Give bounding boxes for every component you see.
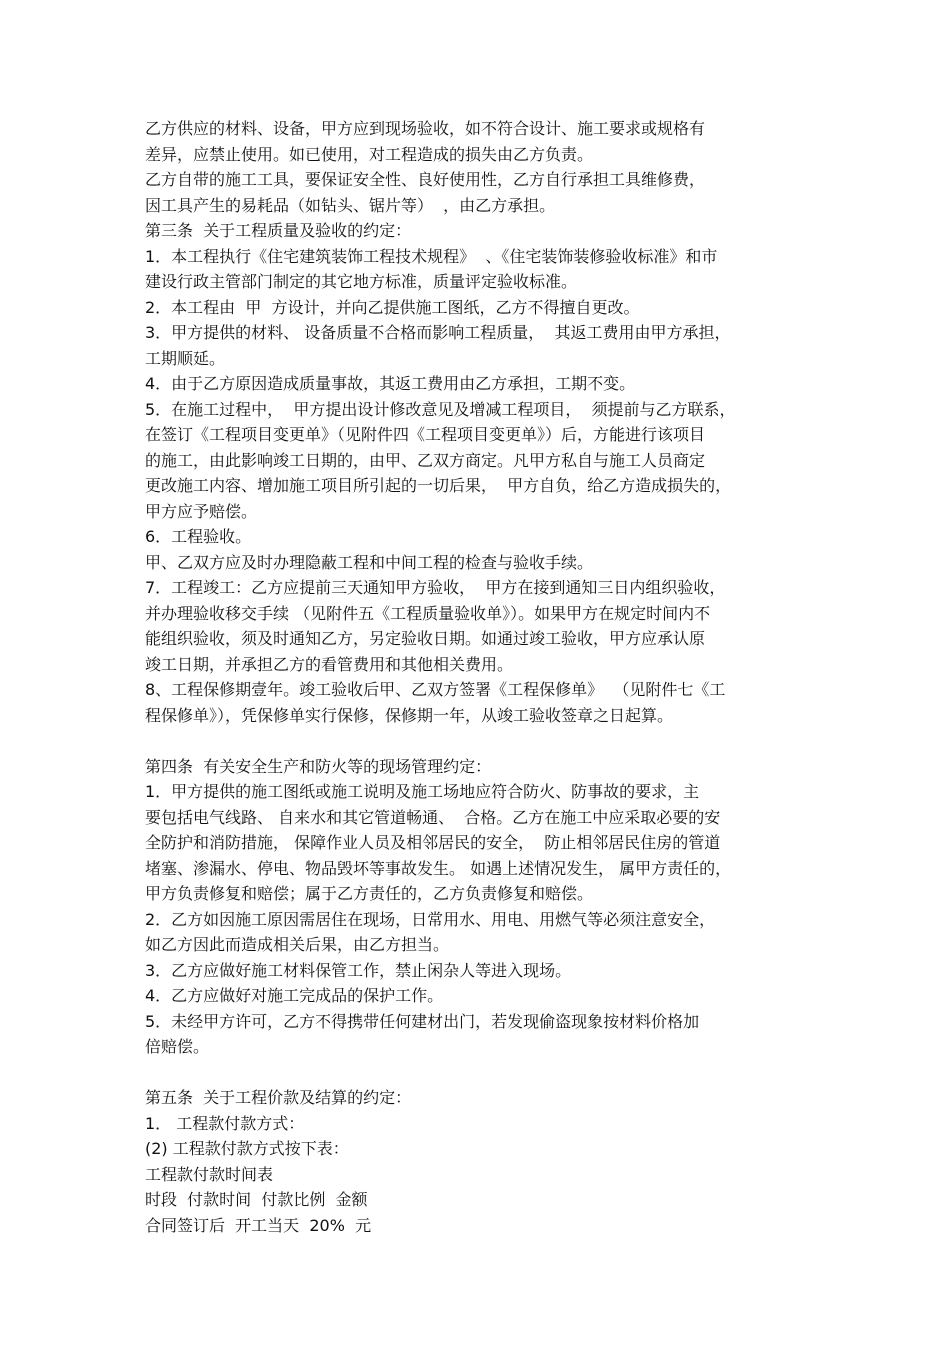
document-page — [145, 116, 815, 1238]
text-line: 倍赔偿。 — [145, 1037, 210, 1056]
text-line: 第四条 有关安全生产和防火等的现场管理约定： — [145, 756, 492, 776]
text-line: 乙方供应的材料、设备，甲方应到现场验收，如不符合设计、施工要求或规格有 — [145, 119, 706, 138]
text-line: 程保修单》），凭保修单实行保修，保修期一年，从竣工验收签章之日起算。 — [145, 705, 674, 725]
text-line: 1．甲方提供的施工图纸或施工说明及施工场地应符合防火、防事故的要求，主 — [145, 782, 700, 801]
text-line: 时段 付款时间 付款比例 金额 — [145, 1190, 368, 1209]
text-line: 2．本工程由 甲 方设计，并向乙提供施工图纸，乙方不得擅自更改。 — [145, 297, 640, 317]
text-line: 8、工程保修期壹年。竣工验收后甲、乙双方签署《工程保修单》 （见附件七《工 — [145, 680, 726, 699]
blank-line — [145, 728, 815, 754]
text-line: 工期顺延。 — [145, 348, 226, 368]
text-line: 6．工程验收。 — [145, 527, 252, 546]
text-line: 乙方自带的施工工具，要保证安全性、良好使用性，乙方自行承担工具维修费， — [145, 170, 706, 189]
text-line: 能组织验收，须及时通知乙方，另定验收日期。如通过竣工验收，甲方应承认原 — [145, 629, 706, 648]
text-line: 竣工日期，并承担乙方的看管费用和其他相关费用。 — [145, 654, 514, 674]
text-line: 合同签订后 开工当天 20% 元 — [145, 1215, 372, 1235]
text-line: 第五条 关于工程价款及结算的约定： — [145, 1088, 412, 1107]
text-line: 4．由于乙方原因造成质量事故，其返工费用由乙方承担，工期不变。 — [145, 374, 636, 393]
text-line: 在签订《工程项目变更单》（见附件四《工程项目变更单》）后，方能进行该项目 — [145, 425, 706, 444]
text-line: 3．乙方应做好施工材料保管工作，禁止闲杂人等进入现场。 — [145, 960, 572, 980]
text-line: 1． 工程款付款方式： — [145, 1113, 305, 1133]
text-line: 如乙方因此而造成相关后果，由乙方担当。 — [145, 935, 450, 954]
text-line: 3．甲方提供的材料、 设备质量不合格而影响工程质量， 其返工费用由甲方承担， — [145, 323, 731, 342]
text-line: 差异，应禁止使用。如已使用，对工程造成的损失由乙方负责。 — [145, 144, 594, 164]
text-line: 要包括电气线路、 自来水和其它管道畅通、 合格。乙方在施工中应采取必要的安 — [145, 807, 721, 827]
text-line: (2) 工程款付款方式按下表： — [145, 1139, 349, 1158]
text-line: 5．在施工过程中， 甲方提出设计修改意见及增减工程项目， 须提前与乙方联系， — [145, 399, 736, 419]
text-line: 更改施工内容、增加施工项目所引起的一切后果， 甲方自负，给乙方造成损失的， — [145, 476, 732, 495]
text-line: 建设行政主管部门制定的其它地方标准，质量评定验收标准。 — [145, 272, 578, 291]
text-line: 甲、乙双方应及时办理隐蔽工程和中间工程的检查与验收手续。 — [145, 552, 594, 572]
text-line: 甲方负责修复和赔偿；属于乙方责任的，乙方负责修复和赔偿。 — [145, 884, 594, 903]
text-line: 7．工程竣工：乙方应提前三天通知甲方验收， 甲方在接到通知三日内组织验收， — [145, 578, 726, 597]
text-line: 因工具产生的易耗品（如钻头、锯片等） ，由乙方承担。 — [145, 195, 556, 215]
text-line: 5．未经甲方许可，乙方不得携带任何建材出门，若发现偷盗现象按材料价格加 — [145, 1011, 700, 1031]
text-line: 堵塞、渗漏水、停电、物品毁坏等事故发生。 如遇上述情况发生， 属甲方责任的， — [145, 858, 732, 878]
text-line: 的施工，由此影响竣工日期的，由甲、乙双方商定。凡甲方私自与施工人员商定 — [145, 450, 706, 470]
text-line: 并办理验收移交手续 （见附件五《工程质量验收单》）。如果甲方在规定时间内不 — [145, 603, 711, 623]
text-line: 全防护和消防措施， 保障作业人员及相邻居民的安全， 防止相邻居民住房的管道 — [145, 833, 721, 852]
text-line: 第三条 关于工程质量及验收的约定： — [145, 221, 412, 240]
text-line: 4．乙方应做好对施工完成品的保护工作。 — [145, 986, 444, 1005]
text-line: 工程款付款时间表 — [145, 1164, 274, 1184]
text-line: 2．乙方如因施工原因需居住在现场，日常用水、用电、用燃气等必须注意安全， — [145, 909, 716, 929]
text-line: 甲方应予赔偿。 — [145, 501, 258, 521]
text-line: 1．本工程执行《住宅建筑装饰工程技术规程》 、《住宅装饰装修验收标准》和市 — [145, 246, 718, 266]
blank-line — [145, 1060, 815, 1086]
